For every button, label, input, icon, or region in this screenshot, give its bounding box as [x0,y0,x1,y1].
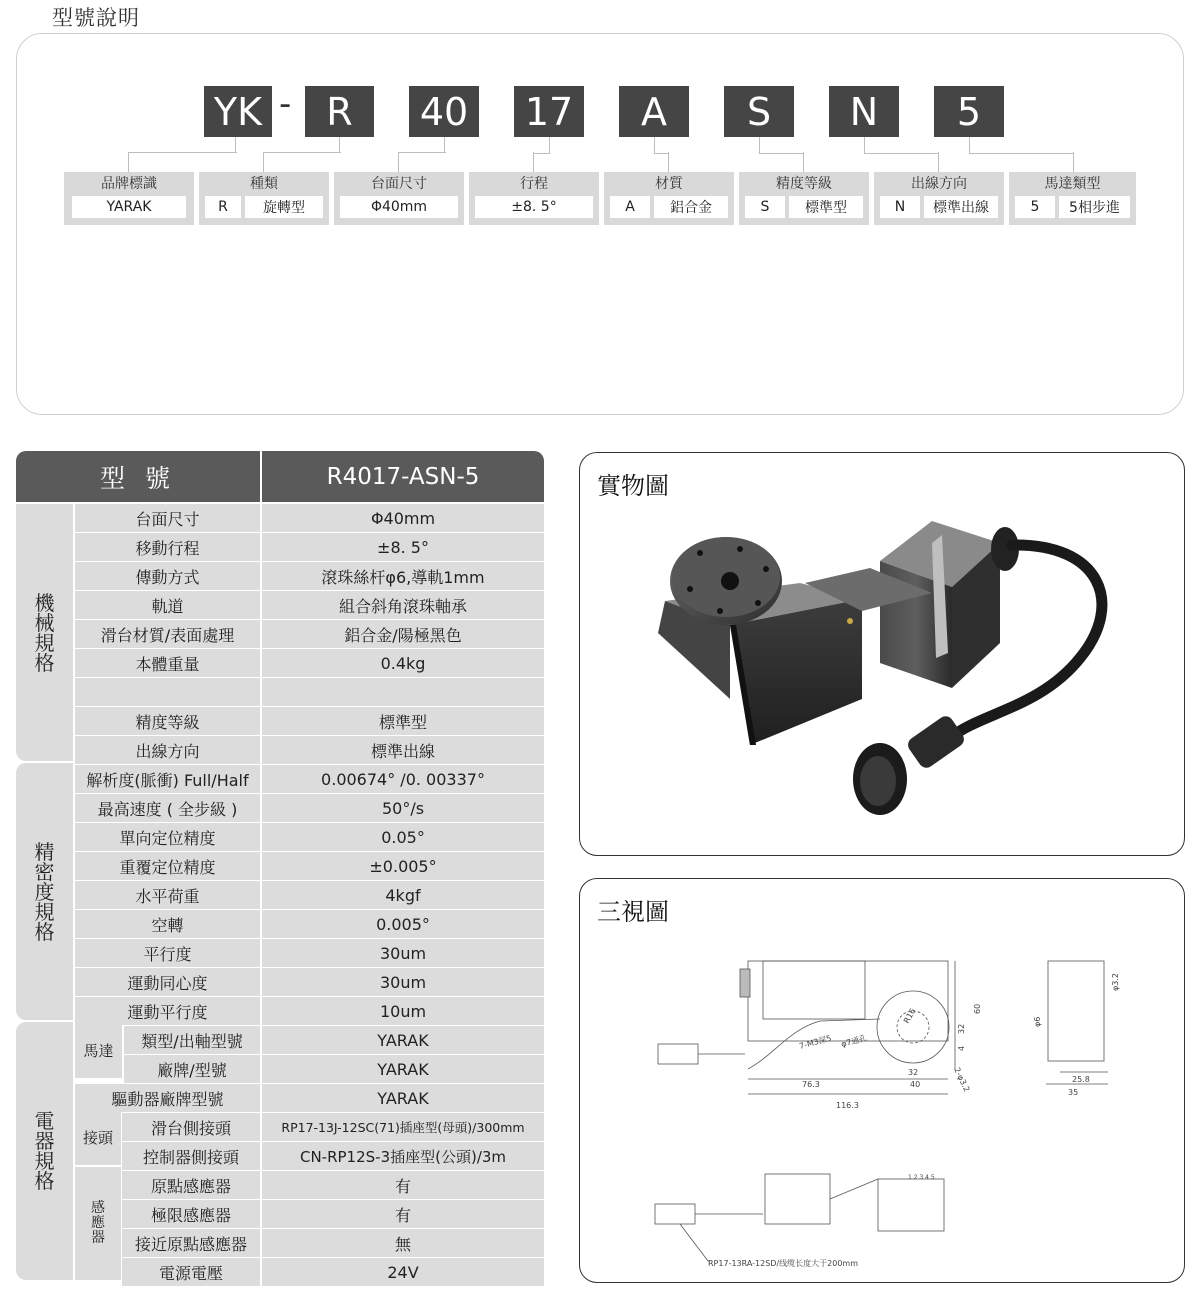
code-box-brand: YK [204,86,272,137]
spec-row [16,620,544,648]
connector-line [1073,152,1074,172]
spec-row-label: 滑台側接頭 [122,1113,260,1141]
spec-row-label: 單向定位精度 [75,823,260,851]
option-header: 材質 [655,176,683,192]
dim-label: 25.8 [1072,1075,1090,1084]
code-box-motor: 5 [934,86,1004,137]
spec-header-label: 型 號 [100,463,176,493]
spec-row [16,1258,544,1286]
spec-row-label [75,678,260,706]
spec-row-label: 軌道 [75,591,260,619]
drawing-outline [748,961,948,1041]
spec-row [16,881,544,909]
dim-label: 35 [1068,1088,1079,1097]
subgroup-connector: 接頭 [75,1109,121,1165]
dim-label: 4 [957,1045,966,1051]
mount-hole [763,566,769,572]
spec-row-label: 極限感應器 [122,1200,260,1228]
spec-row [16,562,544,590]
spec-row-value: 0.4kg [262,649,544,677]
spec-row-value: YARAK [262,1055,544,1083]
connector-line [969,137,1074,154]
category-label: 電器規格 [34,1109,55,1193]
photo-panel [579,452,1185,856]
spec-row [16,794,544,822]
option-value: 標準出線 [924,196,998,218]
spec-row-label: 原點感應器 [122,1171,260,1199]
spec-row-label: 電源電壓 [122,1258,260,1286]
spec-row-label: 水平荷重 [75,881,260,909]
spec-row [16,736,544,764]
code-box-cable: N [829,86,899,137]
spec-row-value: RP17-13J-12SC(71)插座型(母頭)/300mm [262,1113,544,1141]
dim-label: φ7通孔 [840,1033,868,1049]
drawing-panel [579,878,1185,1283]
spec-row [16,852,544,880]
drawing-bottom-motor [878,1179,944,1231]
connector-line [864,137,939,154]
spec-row [16,504,544,532]
spec-row [16,1055,544,1083]
connector-line [668,152,669,172]
spec-row-value: 標準型 [262,707,544,735]
connector-line [803,152,804,172]
spec-row-value: ±0.005° [262,852,544,880]
subgroup-label: 感應器 [91,1200,105,1246]
spec-row-value: Φ40mm [262,504,544,532]
connector-face [860,756,896,806]
drawing-panel-title: 三視圖 [597,898,669,926]
spec-row-label: 運動平行度 [75,997,260,1025]
option-code: S [745,196,785,218]
drawing-plug [658,1044,698,1064]
dim-label: 40 [910,1080,921,1089]
option-stroke [469,172,599,225]
spec-row-value: 標準出線 [262,736,544,764]
connector-line [533,137,550,154]
connector-line [398,152,446,173]
drawing-bottom-plug [655,1204,695,1224]
connector-body [905,713,967,771]
option-header: 行程 [520,176,548,192]
spec-row [16,1171,544,1199]
category-label: 精密度規格 [34,839,55,944]
option-header: 馬達類型 [1044,176,1101,192]
mount-hole [737,546,743,552]
spec-row-value: 有 [262,1200,544,1228]
technical-drawing [580,879,1184,1282]
option-value: 鋁合金 [654,196,728,218]
dim-label: 7-M3深5 [798,1033,833,1051]
spec-row-value: 10um [262,997,544,1025]
spec-header-model: R4017-ASN-5 [326,463,480,490]
spec-row-label: 控制器側接頭 [122,1142,260,1170]
subgroup-motor: 馬達 [75,1022,122,1078]
spec-row-label: 精度等級 [75,707,260,735]
spec-row-value: 30um [262,939,544,967]
spec-table-header [16,451,544,502]
option-grade [739,172,869,225]
spec-row-value: 50°/s [262,794,544,822]
spec-row [16,533,544,561]
option-code: 5 [1015,196,1055,218]
code-box-size: 40 [409,86,479,137]
dim-label: φ6 [1033,1016,1042,1027]
spec-row-value: 有 [262,1171,544,1199]
mount-hole [687,586,693,592]
spec-row-value: 0.005° [262,910,544,938]
spec-row-label: 傳動方式 [75,562,260,590]
spec-row-value: 無 [262,1229,544,1257]
connector-line [654,137,669,154]
drawing-table-circle [877,991,949,1063]
mount-hole [717,608,723,614]
spec-row [16,1142,544,1170]
option-value: 旋轉型 [245,196,323,218]
code-box-material: A [619,86,689,137]
dim-label: 60 [973,1003,982,1014]
connector-line [938,152,939,172]
connector-line [339,137,340,153]
spec-row-label: 本體重量 [75,649,260,677]
spec-row [16,1026,544,1054]
option-value: 5相步進 [1059,196,1130,218]
spec-row-value: 組合斜角滾珠軸承 [262,591,544,619]
spec-row-label: 解析度(脈衝) Full/Half [75,765,260,793]
spec-row [16,1084,544,1112]
category-label: 機械規格 [34,590,55,675]
option-code: N [880,196,920,218]
drawing-connector [740,969,750,997]
spec-row-label: 接近原點感應器 [122,1229,260,1257]
option-header: 精度等級 [776,176,832,192]
center-hole [721,572,739,590]
spec-row-label: 類型/出軸型號 [124,1026,260,1054]
spec-row-label: 移動行程 [75,533,260,561]
option-value: YARAK [72,196,186,218]
drawing-bottom-body [765,1174,830,1224]
connector-line [759,137,804,154]
spec-row-label: 出線方向 [75,736,260,764]
option-header: 台面尺寸 [371,176,427,192]
option-brand [64,172,194,225]
spec-row-value: CN-RP12S-3插座型(公頭)/3m [262,1142,544,1170]
spec-row-value: ±8. 5° [262,533,544,561]
spec-row [16,1200,544,1228]
spec-row-label: 台面尺寸 [75,504,260,532]
spec-row [16,939,544,967]
spec-row [16,649,544,677]
spec-row-value: 30um [262,968,544,996]
option-value: Φ40mm [340,196,458,218]
spec-row-label: 空轉 [75,910,260,938]
spec-row-value: 滾珠絲杆φ6,導軌1mm [262,562,544,590]
spec-row [16,968,544,996]
spec-row-value: 0.05° [262,823,544,851]
option-cable [874,172,1004,225]
option-header: 出線方向 [911,176,967,192]
connector-line [128,152,237,173]
spec-row-label: 平行度 [75,939,260,967]
option-value: 標準型 [789,196,863,218]
option-code: R [205,196,241,218]
code-box-grade: S [724,86,794,137]
dim-label: 32 [908,1068,919,1077]
drawing-line [830,1179,878,1199]
option-material [604,172,734,225]
leader-line [680,1224,710,1261]
model-section-title: 型號說明 [52,6,140,30]
spec-row-label: 滑台材質/表面處理 [75,620,260,648]
option-motor [1009,172,1136,225]
spec-row [16,707,544,735]
spec-row-label: 廠牌/型號 [124,1055,260,1083]
mount-hole [697,550,703,556]
spec-row [16,678,544,706]
dim-label: 2-φ3.2 [952,1066,972,1094]
spec-row-label: 運動同心度 [75,968,260,996]
connector-line [263,152,341,173]
spec-row-value: 24V [262,1258,544,1286]
spec-row-value: YARAK [262,1084,544,1112]
spec-row [16,823,544,851]
drawing-side-view [1048,961,1104,1061]
connector-line [533,152,534,172]
spec-row-label: 驅動器廠牌型號 [75,1084,260,1112]
option-type [199,172,329,225]
dim-label: R16 [901,1006,918,1025]
dim-label: 32 [957,1023,966,1034]
option-size [334,172,464,225]
connector-line [235,137,236,153]
mount-hole [755,600,761,606]
spec-row-label: 最高速度 ( 全步級 ) [75,794,260,822]
spec-row [16,997,544,1025]
spec-row [16,1113,544,1141]
spec-row-value [262,678,544,706]
option-value: ±8. 5° [475,196,593,218]
code-box-type: R [305,86,374,137]
option-code: A [610,196,650,218]
photo-panel-title: 實物圖 [597,472,669,500]
drawing-note: RP17-13RA-12SD/线缆长度大于200mm [708,1259,859,1268]
spec-row-value: YARAK [262,1026,544,1054]
dim-label: φ3.2 [1111,973,1120,991]
code-separator: - [279,84,292,124]
option-header: 種類 [250,176,278,192]
drawing-small-label: 1 2 3 4 5 [908,1174,935,1181]
spec-row-label: 重覆定位精度 [75,852,260,880]
spec-row-value: 0.00674° /0. 00337° [262,765,544,793]
spec-row [16,765,544,793]
spec-row-value: 鋁合金/陽極黑色 [262,620,544,648]
spec-row [16,1229,544,1257]
screw [847,618,853,624]
spec-row [16,910,544,938]
spec-row-value: 4kgf [262,881,544,909]
spec-row [16,591,544,619]
dim-label: 76.3 [802,1080,820,1089]
code-box-stroke: 17 [514,86,584,137]
drawing-motor-outline [763,961,865,1019]
option-header: 品牌標識 [101,176,157,192]
product-photo [580,453,1184,855]
dim-label: 116.3 [836,1101,859,1110]
spec-table [16,451,544,1281]
connector-line [444,137,445,153]
